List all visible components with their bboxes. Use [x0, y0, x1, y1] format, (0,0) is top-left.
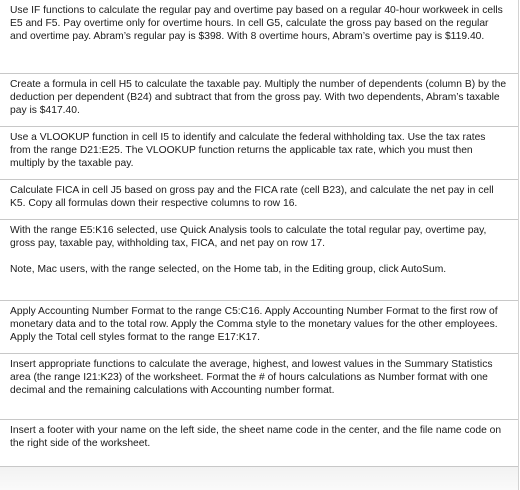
step-row-6 — [0, 300, 518, 353]
step-5-text: With the range E5:K16 selected, use Quick Analysis tools to calculate the total regular pay, overtime pay, gross pay, taxable pay, withholding tax, FICA, and net pay on row 17. — [10, 225, 487, 250]
step-row-8 — [0, 419, 518, 466]
step-4-text: Calculate FICA in cell J5 based on gross pay and the FICA rate (cell B23), and calculate the net pay in cell K5. Copy all formulas down their respective columns to row 16. — [10, 185, 494, 210]
step-2-text: Create a formula in cell H5 to calculate the taxable pay. Multiply the number of dependents (column B) by the deduction per dependent (B24) and subtract that from the gross pay. With two dependents, Abram’s taxable pay is $417.40. — [10, 79, 507, 117]
step-row-5 — [0, 219, 518, 300]
step-7-text: Insert appropriate functions to calculate the average, highest, and lowest values in the Summary Statistics area (the range I21:K23) of the worksheet. Format the # of hours calculations as Number format with one decimal and the remaining calculations with Accounting number format. — [10, 359, 493, 397]
step-row-3 — [0, 126, 518, 179]
step-5-note: Note, Mac users, with the range selected, on the Home tab, in the Editing group, click AutoSum. — [10, 264, 447, 276]
step-row-4 — [0, 179, 518, 219]
step-row-2 — [0, 73, 518, 126]
step-1-text: Use IF functions to calculate the regular pay and overtime pay based on a regular 40-hour workweek in cells E5 and F5. Pay overtime only for overtime hours. In cell G5, calculate the gross pay based on the regular and overtime pay. Abram’s regular pay is $398. With 8 overtime hours, Abram’s overtime pay is $119.40. — [10, 5, 503, 43]
step-6-text: Apply Accounting Number Format to the range C5:C16. Apply Accounting Number Format to the first row of monetary data and to the total row. Apply the Comma style to the monetary values for the other employees. Apply the Total cell styles format to the range E17:K17. — [10, 306, 498, 344]
step-8-text: Insert a footer with your name on the left side, the sheet name code in the center, and the file name code on the right side of the worksheet. — [10, 425, 502, 450]
bottom-divider — [0, 466, 518, 490]
step-row-1 — [0, 0, 518, 73]
step-row-7 — [0, 353, 518, 419]
step-3-text: Use a VLOOKUP function in cell I5 to identify and calculate the federal withholding tax. Use the tax rates from the range D21:E25. The VLOOKUP function returns the applicable tax rate, which you must then multiply by the taxable pay. — [10, 132, 486, 170]
